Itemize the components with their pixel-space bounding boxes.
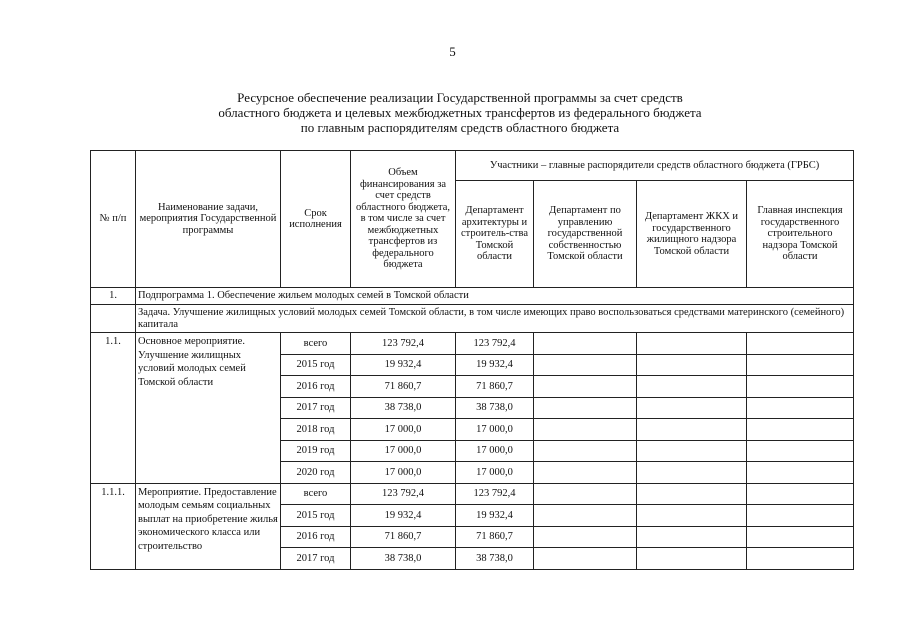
- volume-cell: 17 000,0: [351, 419, 456, 441]
- dept-property-cell: [534, 440, 637, 462]
- dept-housing-cell: [637, 440, 747, 462]
- measure-name: Основное мероприятие. Улучшение жилищных условий молодых семей Томской области: [136, 333, 281, 484]
- inspection-cell: [747, 483, 854, 505]
- dept-housing-cell: [637, 354, 747, 376]
- volume-cell: 19 932,4: [351, 505, 456, 527]
- subprogram-title: Подпрограмма 1. Обеспечение жильем молодых семей в Томской области: [136, 288, 854, 305]
- header-inspection: Главная инспекция государственного строительного надзора Томской области: [747, 181, 854, 288]
- header-dept-property: Департамент по управлению государственной собственностью Томской области: [534, 181, 637, 288]
- dept-property-cell: [534, 397, 637, 419]
- dept-housing-cell: [637, 419, 747, 441]
- resource-table: [90, 150, 854, 570]
- measure-number: 1.1.1.: [91, 483, 136, 569]
- volume-cell: 123 792,4: [351, 333, 456, 355]
- dept-housing-cell: [637, 548, 747, 570]
- table-body: [91, 288, 854, 570]
- header-name: Наименование задачи, мероприятия Государственной программы: [136, 151, 281, 288]
- dept-housing-cell: [637, 333, 747, 355]
- term-cell: 2016 год: [281, 526, 351, 548]
- volume-cell: 71 860,7: [351, 376, 456, 398]
- header-participants: Участники – главные распорядители средств областного бюджета (ГРБС): [456, 151, 854, 181]
- dept-property-cell: [534, 483, 637, 505]
- task-number: [91, 305, 136, 333]
- inspection-cell: [747, 462, 854, 484]
- dept-property-cell: [534, 419, 637, 441]
- inspection-cell: [747, 548, 854, 570]
- title-line-2: областного бюджета и целевых межбюджетных трансфертов из федерального бюджета: [218, 105, 702, 120]
- volume-cell: 38 738,0: [351, 548, 456, 570]
- dept-architecture-cell: 17 000,0: [456, 419, 534, 441]
- dept-property-cell: [534, 354, 637, 376]
- inspection-cell: [747, 526, 854, 548]
- subprogram-number: 1.: [91, 288, 136, 305]
- dept-housing-cell: [637, 462, 747, 484]
- header-dept-housing: Департамент ЖКХ и государственного жилищного надзора Томской области: [637, 181, 747, 288]
- term-cell: 2017 год: [281, 548, 351, 570]
- term-cell: 2015 год: [281, 354, 351, 376]
- title-line-3: по главным распорядителям средств областного бюджета: [300, 120, 620, 135]
- dept-architecture-cell: 123 792,4: [456, 333, 534, 355]
- dept-architecture-cell: 38 738,0: [456, 548, 534, 570]
- measure-name: Мероприятие. Предоставление молодым семьям социальных выплат на приобретение жилья экономического класса или строительство: [136, 483, 281, 569]
- inspection-cell: [747, 333, 854, 355]
- dept-property-cell: [534, 526, 637, 548]
- term-cell: 2015 год: [281, 505, 351, 527]
- table-header: [91, 151, 854, 288]
- dept-architecture-cell: 38 738,0: [456, 397, 534, 419]
- dept-housing-cell: [637, 483, 747, 505]
- dept-property-cell: [534, 376, 637, 398]
- dept-housing-cell: [637, 526, 747, 548]
- dept-architecture-cell: 123 792,4: [456, 483, 534, 505]
- task-title: Задача. Улучшение жилищных условий молодых семей Томской области, в том числе имеющих право воспользоваться средствами материнского (семейного) капитала: [136, 305, 854, 333]
- header-term: Срок исполнения: [281, 151, 351, 288]
- term-cell: 2016 год: [281, 376, 351, 398]
- term-cell: 2020 год: [281, 462, 351, 484]
- dept-property-cell: [534, 548, 637, 570]
- dept-property-cell: [534, 462, 637, 484]
- volume-cell: 38 738,0: [351, 397, 456, 419]
- dept-property-cell: [534, 505, 637, 527]
- header-volume: Объем финансирования за счет средств областного бюджета, в том числе за счет межбюджетных трансфертов из федерального бюджета: [351, 151, 456, 288]
- task-row: [91, 305, 854, 333]
- dept-housing-cell: [637, 505, 747, 527]
- subprogram-row: [91, 288, 854, 305]
- dept-architecture-cell: 71 860,7: [456, 376, 534, 398]
- volume-cell: 19 932,4: [351, 354, 456, 376]
- header-dept-architecture: Департамент архитектуры и строитель-ства Томской области: [456, 181, 534, 288]
- dept-architecture-cell: 71 860,7: [456, 526, 534, 548]
- inspection-cell: [747, 419, 854, 441]
- volume-cell: 71 860,7: [351, 526, 456, 548]
- inspection-cell: [747, 505, 854, 527]
- term-cell: всего: [281, 333, 351, 355]
- term-cell: 2019 год: [281, 440, 351, 462]
- term-cell: 2018 год: [281, 419, 351, 441]
- dept-housing-cell: [637, 397, 747, 419]
- table-row: [91, 333, 854, 355]
- dept-architecture-cell: 19 932,4: [456, 354, 534, 376]
- document-title: [150, 90, 770, 135]
- inspection-cell: [747, 376, 854, 398]
- dept-property-cell: [534, 333, 637, 355]
- inspection-cell: [747, 397, 854, 419]
- title-line-1: Ресурсное обеспечение реализации Государственной программы за счет средств: [237, 90, 683, 105]
- measure-number: 1.1.: [91, 333, 136, 484]
- dept-architecture-cell: 19 932,4: [456, 505, 534, 527]
- volume-cell: 17 000,0: [351, 462, 456, 484]
- volume-cell: 17 000,0: [351, 440, 456, 462]
- dept-architecture-cell: 17 000,0: [456, 462, 534, 484]
- table-row: [91, 483, 854, 505]
- volume-cell: 123 792,4: [351, 483, 456, 505]
- term-cell: 2017 год: [281, 397, 351, 419]
- dept-housing-cell: [637, 376, 747, 398]
- inspection-cell: [747, 440, 854, 462]
- term-cell: всего: [281, 483, 351, 505]
- page-number: 5: [449, 44, 456, 59]
- dept-architecture-cell: 17 000,0: [456, 440, 534, 462]
- header-number: № п/п: [91, 151, 136, 288]
- inspection-cell: [747, 354, 854, 376]
